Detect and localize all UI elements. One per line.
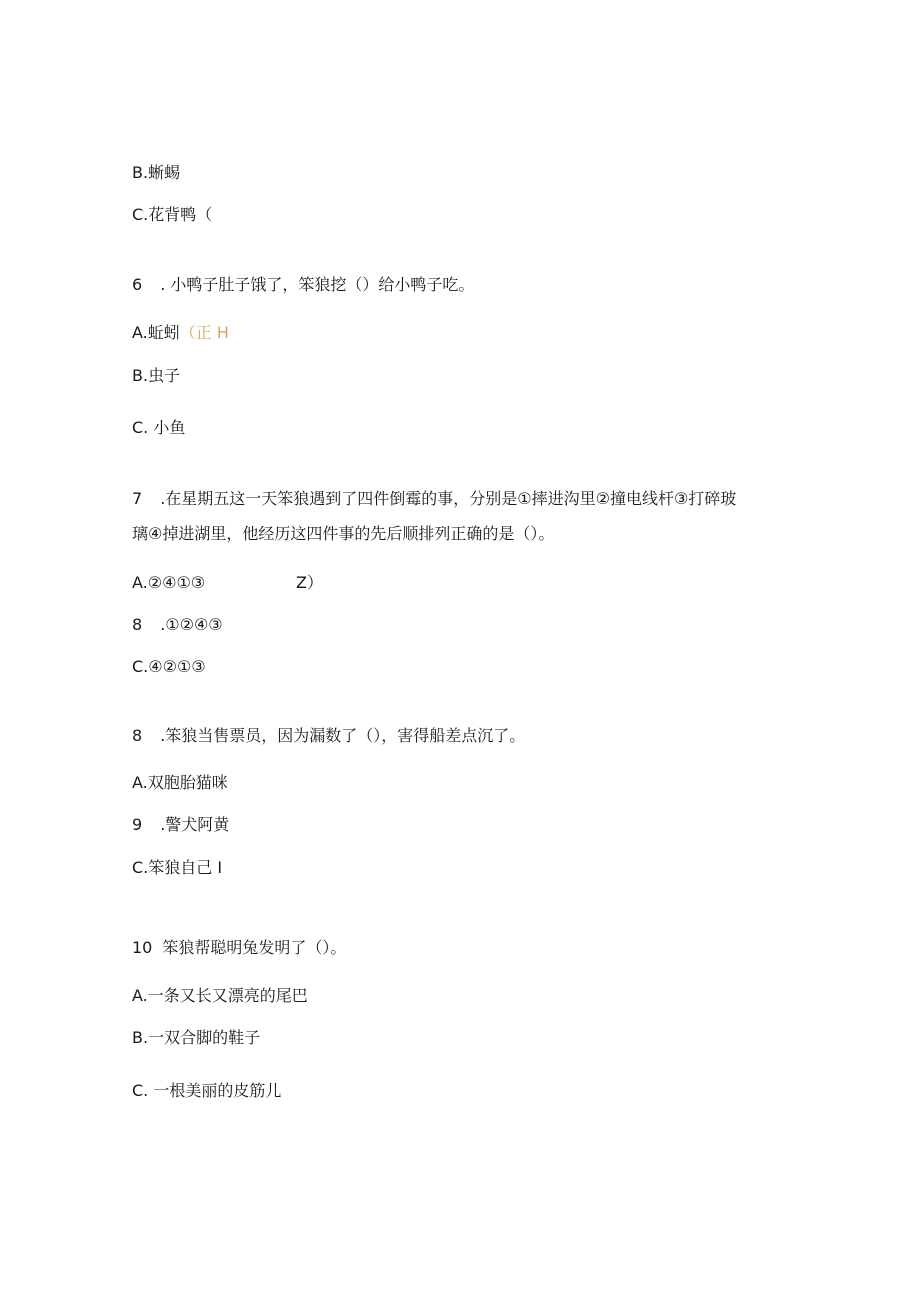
q10-option-c: C. 一根美丽的皮筋儿: [132, 1081, 282, 1100]
q7-option-b: 8 .①②④③: [132, 615, 223, 634]
q8-option-b: 9 .警犬阿黄: [132, 815, 230, 834]
question-stem: .在星期五这一天笨狼遇到了四件倒霉的事，分别是①摔进沟里②撞电线杆③打碎玻: [160, 489, 737, 508]
q10-question: [132, 937, 346, 959]
question-stem: 笨狼帮聪明兔发明了（）。: [162, 938, 347, 957]
q10-option-a: A.一条又长又漂亮的尾巴: [132, 986, 308, 1005]
q6-question: [132, 274, 474, 296]
q7-question-line2: 璃④掉进湖里，他经历这四件事的先后顺排列正确的是（）。: [132, 524, 555, 543]
q8-option-a: A.双胞胎猫咪: [132, 773, 228, 792]
q6-option-b: B.虫子: [132, 366, 181, 385]
q6-option-c: C. 小鱼: [132, 418, 186, 437]
question-stem: .笨狼当售票员，因为漏数了（），害得船差点沉了。: [160, 726, 526, 745]
question-number: 6: [132, 275, 143, 294]
question-stem: . 小鸭子肚子饿了，笨狼挖（）给小鸭子吃。: [160, 275, 475, 294]
question-number: 10: [132, 938, 153, 957]
q7-option-a-mark: Z）: [296, 573, 323, 592]
q10-option-b: B.一双合脚的鞋子: [132, 1028, 261, 1047]
q6-option-a: A.蚯蚓（正 H: [132, 323, 229, 342]
question-number: 7: [132, 489, 143, 508]
handwritten-mark: （正 H: [179, 323, 229, 342]
q5-option-c: C.花背鸭（: [132, 205, 213, 224]
q7-option-c: C.④②①③: [132, 657, 206, 676]
q5-option-b: B.蜥蜴: [132, 163, 181, 182]
question-number: 8: [132, 726, 143, 745]
q8-option-c: C.笨狼自己 I: [132, 858, 223, 877]
q8-question: [132, 725, 525, 747]
q7-option-a: A.②④①③: [132, 573, 206, 592]
q7-question-line1: [132, 488, 736, 510]
